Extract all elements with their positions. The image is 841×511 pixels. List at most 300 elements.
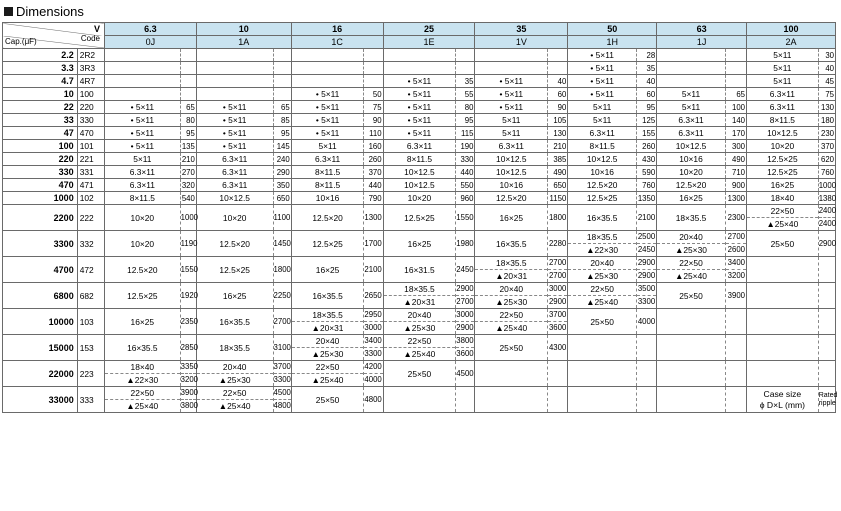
cap-code-cell: 153 <box>77 335 104 361</box>
case-size-cell: 12.5×20 <box>196 231 273 257</box>
case-size-cell: 10×12.5 <box>657 140 726 153</box>
table-row <box>3 257 836 283</box>
case-size-line: ▲25×40 <box>311 375 344 385</box>
voltage-header: 50 <box>568 23 657 36</box>
case-size-line: ▲25×40 <box>495 323 528 333</box>
cap-code-cell: 471 <box>77 179 104 192</box>
case-size-cell <box>747 335 819 361</box>
ripple-current-cell: 50 <box>364 88 383 101</box>
ripple-line: 3800 <box>456 335 474 348</box>
case-size-line: 20×40 <box>384 309 456 322</box>
cap-code-cell: 472 <box>77 257 104 283</box>
case-size-cell: • 5×11 <box>104 101 180 114</box>
ripple-current-cell: 330 <box>456 153 475 166</box>
ripple-current-cell <box>273 75 291 88</box>
ripple-line: 3350 <box>181 361 196 374</box>
ripple-current-cell <box>636 387 656 413</box>
case-size-cell: • 5×11 <box>568 62 637 75</box>
ripple-line: 2900 <box>548 297 567 306</box>
ripple-current-cell <box>725 231 746 257</box>
ripple-line: 3200 <box>727 271 746 280</box>
code-header-row <box>3 36 836 49</box>
capacitance-cell: 6800 <box>3 283 78 309</box>
capacitance-cell: 2200 <box>3 205 78 231</box>
ripple-current-cell: 100 <box>725 101 746 114</box>
legend-case-size-label: Case size <box>763 388 802 399</box>
ripple-line: 4500 <box>274 387 291 400</box>
case-size-cell: • 5×11 <box>383 114 456 127</box>
capacitance-cell: 3300 <box>3 231 78 257</box>
ripple-line: 2700 <box>548 271 567 280</box>
ripple-current-cell: 1380 <box>818 193 837 203</box>
case-size-cell <box>657 335 726 361</box>
ripple-current-cell <box>180 75 196 88</box>
ripple-current-cell <box>273 361 291 387</box>
cap-code-cell: 103 <box>77 309 104 335</box>
ripple-current-cell: 60 <box>636 88 656 101</box>
ripple-current-cell: 35 <box>636 62 656 75</box>
case-size-cell: 5×11 <box>568 114 637 127</box>
ripple-line: 3200 <box>180 375 199 384</box>
case-size-cell <box>291 309 364 335</box>
case-size-cell: 8×11.5 <box>568 140 637 153</box>
ripple-current-cell: 65 <box>273 101 291 114</box>
ripple-current-cell: 40 <box>636 75 656 88</box>
case-size-line: 20×40 <box>568 257 636 270</box>
ripple-line: 2700 <box>456 297 474 306</box>
case-size-cell: 6.3×11 <box>657 127 726 140</box>
case-size-cell: • 5×11 <box>196 140 273 153</box>
section-title-text: Dimensions <box>16 3 84 19</box>
ripple-current-cell: 900 <box>725 179 746 192</box>
ripple-current-cell <box>548 257 568 283</box>
ripple-current-cell <box>456 62 475 75</box>
ripple-line: 3000 <box>456 309 474 322</box>
ripple-current-cell: 960 <box>456 192 475 205</box>
case-size-cell <box>196 62 273 75</box>
square-bullet-icon <box>4 7 13 16</box>
ripple-line: 2700 <box>548 257 567 270</box>
case-size-cell: 10×12.5 <box>568 153 637 166</box>
case-size-line: ▲25×40 <box>403 349 436 359</box>
ripple-current-cell: 1300 <box>364 205 383 231</box>
case-size-line: 22×50 <box>384 335 456 348</box>
case-size-cell: 10×20 <box>657 166 726 179</box>
ripple-current-cell: 90 <box>364 114 383 127</box>
case-size-cell <box>196 387 273 413</box>
ripple-current-cell: 190 <box>456 140 475 153</box>
case-size-cell: 12.5×25 <box>383 205 456 231</box>
case-size-cell <box>104 387 180 413</box>
case-size-cell: 25×50 <box>475 335 548 361</box>
table-row <box>3 309 836 335</box>
case-size-cell <box>657 387 726 413</box>
ripple-current-cell: 300 <box>725 140 746 153</box>
case-size-cell: 16×25 <box>196 283 273 309</box>
ripple-current-cell: 80 <box>180 114 196 127</box>
case-size-cell: • 5×11 <box>291 88 364 101</box>
ripple-current-cell <box>725 75 746 88</box>
case-size-cell: • 5×11 <box>475 101 548 114</box>
ripple-current-cell: 30 <box>818 49 835 62</box>
ripple-current-cell: 2450 <box>456 257 475 283</box>
capacitance-cell: 33 <box>3 114 78 127</box>
ripple-line: 4800 <box>273 401 291 410</box>
voltage-code-header: 1A <box>196 36 291 49</box>
case-size-cell: 10×16 <box>657 153 726 166</box>
case-size-line: ▲25×40 <box>766 219 799 229</box>
code-label: Code <box>80 34 100 44</box>
case-size-cell: 8×11.5 <box>291 166 364 179</box>
table-row <box>3 114 836 127</box>
table-row <box>3 205 836 231</box>
case-size-cell: • 5×11 <box>383 127 456 140</box>
case-size-cell <box>475 309 548 335</box>
case-size-cell: 10×16 <box>568 166 637 179</box>
ripple-current-cell: 110 <box>364 127 383 140</box>
case-size-cell: 10×16 <box>291 192 364 205</box>
ripple-current-cell: 760 <box>818 166 835 179</box>
ripple-line: 3500 <box>637 283 656 296</box>
case-size-line: ▲22×30 <box>586 245 619 255</box>
case-size-line: 22×50 <box>657 257 725 270</box>
voltage-header: 6.3 <box>104 23 196 36</box>
ripple-current-cell: 440 <box>456 166 475 179</box>
ripple-line: 3400 <box>364 335 382 348</box>
case-size-cell: 16×25 <box>104 309 180 335</box>
cap-code-cell: 682 <box>77 283 104 309</box>
ripple-current-cell <box>818 361 835 387</box>
case-size-cell <box>291 361 364 387</box>
ripple-current-cell <box>725 361 746 387</box>
ripple-current-cell: 430 <box>636 153 656 166</box>
case-size-cell: 16×35.5 <box>568 205 637 231</box>
table-row <box>3 231 836 257</box>
case-size-cell: • 5×11 <box>291 127 364 140</box>
voltage-code-header: 1E <box>383 36 475 49</box>
ripple-current-cell: 60 <box>548 88 568 101</box>
ripple-line: 2450 <box>637 245 656 254</box>
capacitance-cell: 15000 <box>3 335 78 361</box>
table-row <box>3 88 836 101</box>
case-size-line: 18×40 <box>105 361 180 374</box>
ripple-line: 3300 <box>364 349 382 358</box>
case-size-cell: 10×12.5 <box>383 166 456 179</box>
ripple-current-cell: 385 <box>548 153 568 166</box>
case-size-cell <box>568 257 637 283</box>
ripple-current-cell: 75 <box>364 101 383 114</box>
ripple-current-cell: 95 <box>273 127 291 140</box>
ripple-current-cell: 3900 <box>725 283 746 309</box>
case-size-cell: 10×16 <box>475 179 548 192</box>
ripple-current-cell: 1700 <box>364 231 383 257</box>
ripple-current-cell: 130 <box>818 101 835 114</box>
cap-code-cell: 330 <box>77 114 104 127</box>
case-size-cell: 16×35.5 <box>104 335 180 361</box>
case-size-line: 22×50 <box>747 205 818 218</box>
capacitance-cell: 10 <box>3 88 78 101</box>
case-size-line: ▲25×30 <box>675 245 707 255</box>
ripple-current-cell: 95 <box>456 114 475 127</box>
case-size-cell: • 5×11 <box>291 114 364 127</box>
case-size-cell <box>104 75 180 88</box>
case-size-cell: 8×11.5 <box>291 179 364 192</box>
ripple-current-cell: 210 <box>181 154 195 164</box>
corner-v-label: V <box>3 23 105 36</box>
ripple-current-cell <box>456 309 475 335</box>
capacitance-cell: 4.7 <box>3 75 78 88</box>
ripple-current-cell: 760 <box>636 179 656 192</box>
case-size-cell: 5×11 <box>475 114 548 127</box>
case-size-line: ▲25×30 <box>403 323 436 333</box>
ripple-current-cell: 490 <box>548 166 568 179</box>
case-size-cell: 16×35.5 <box>196 309 273 335</box>
case-size-line: ▲25×30 <box>586 271 619 281</box>
capacitance-cell: 220 <box>3 153 78 166</box>
cap-code-cell: 102 <box>77 192 104 205</box>
ripple-current-cell: 2350 <box>180 309 196 335</box>
case-size-cell: 10×20 <box>196 205 273 231</box>
case-size-cell <box>747 257 819 283</box>
case-size-cell: 10×12.5 <box>196 192 273 205</box>
ripple-current-cell: 4800 <box>364 387 383 413</box>
ripple-current-cell <box>364 335 383 361</box>
ripple-line: 3900 <box>181 387 196 400</box>
case-size-cell: 6.3×11 <box>104 166 180 179</box>
cap-code-cell: 4R7 <box>77 75 104 88</box>
case-size-cell: • 5×11 <box>383 88 456 101</box>
ripple-current-cell <box>364 309 383 335</box>
case-size-line: ▲20×31 <box>495 271 528 281</box>
ripple-line: 2600 <box>727 245 746 254</box>
ripple-current-cell: 1800 <box>548 205 568 231</box>
case-size-cell <box>657 361 726 387</box>
ripple-current-cell: 620 <box>818 153 835 166</box>
ripple-current-cell: 2300 <box>725 205 746 231</box>
case-size-cell: 6.3×11 <box>568 127 637 140</box>
ripple-line: 2900 <box>456 323 474 332</box>
ripple-current-cell <box>364 361 383 387</box>
case-size-cell: 18×35.5 <box>657 205 726 231</box>
ripple-current-cell <box>548 283 568 309</box>
case-size-cell <box>568 387 637 413</box>
case-size-cell <box>657 257 726 283</box>
case-size-cell <box>568 283 637 309</box>
case-size-cell: 6.3×11 <box>475 140 548 153</box>
voltage-code-header: 2A <box>747 36 836 49</box>
ripple-line: 2700 <box>726 231 746 244</box>
case-size-line: 22×50 <box>105 387 180 400</box>
case-size-cell <box>657 49 726 62</box>
ripple-current-cell: 105 <box>548 114 568 127</box>
case-size-cell <box>568 361 637 387</box>
ripple-line: 2900 <box>456 283 474 296</box>
ripple-line: 3700 <box>274 361 291 374</box>
voltage-code-header: 0J <box>104 36 196 49</box>
ripple-current-cell: 550 <box>456 179 475 192</box>
ripple-line: 3700 <box>548 309 567 322</box>
ripple-current-cell: 290 <box>273 166 291 179</box>
case-size-cell: 5×11 <box>568 101 637 114</box>
voltage-header: 25 <box>383 23 475 36</box>
case-size-cell: 16×25 <box>383 231 456 257</box>
ripple-current-cell: 2100 <box>636 205 656 231</box>
ripple-line: 4000 <box>364 375 382 384</box>
case-size-cell: 16×25 <box>657 192 726 205</box>
case-size-cell <box>196 361 273 387</box>
ripple-current-cell: 115 <box>456 127 475 140</box>
ripple-current-cell: 1450 <box>273 231 291 257</box>
ripple-line: 2900 <box>637 257 656 270</box>
capacitance-cell: 3.3 <box>3 62 78 75</box>
cap-code-cell: 470 <box>77 127 104 140</box>
case-size-cell <box>747 283 819 309</box>
ripple-current-cell <box>273 88 291 101</box>
capacitance-cell: 22000 <box>3 361 78 387</box>
case-size-cell: • 5×11 <box>196 114 273 127</box>
ripple-current-cell: 270 <box>181 167 195 177</box>
case-size-cell: 5×11 <box>747 62 819 75</box>
ripple-current-cell: 240 <box>273 153 291 166</box>
voltage-header: 16 <box>291 23 383 36</box>
ripple-current-cell <box>818 257 835 283</box>
cap-code-cell: 2R2 <box>77 49 104 62</box>
voltage-code-header: 1C <box>291 36 383 49</box>
ripple-current-cell: 40 <box>818 62 835 75</box>
ripple-current-cell <box>818 309 835 335</box>
cap-code-cell: 331 <box>77 166 104 179</box>
case-size-cell <box>104 62 180 75</box>
table-row <box>3 166 836 179</box>
case-size-cell: 25×50 <box>383 361 456 387</box>
case-size-cell: 5×11 <box>747 75 819 88</box>
ripple-current-cell: 1300 <box>725 192 746 205</box>
table-row <box>3 361 836 387</box>
ripple-current-cell <box>548 309 568 335</box>
case-size-cell: • 5×11 <box>568 75 637 88</box>
table-row <box>3 192 836 205</box>
ripple-current-cell: 710 <box>725 166 746 179</box>
case-size-cell <box>291 62 364 75</box>
case-size-cell <box>291 49 364 62</box>
case-size-line: 22×50 <box>197 387 273 400</box>
ripple-current-cell: 28 <box>636 49 656 62</box>
capacitance-cell: 2.2 <box>3 49 78 62</box>
ripple-current-cell <box>456 49 475 62</box>
ripple-current-cell: 1100 <box>273 205 291 231</box>
case-size-cell <box>104 88 180 101</box>
case-size-cell: 8×11.5 <box>104 192 180 205</box>
ripple-current-cell <box>818 205 835 231</box>
case-size-cell: 12.5×25 <box>747 153 819 166</box>
ripple-line: 2500 <box>637 231 656 244</box>
ripple-current-cell: 1980 <box>456 231 475 257</box>
ripple-current-cell: 2700 <box>273 309 291 335</box>
case-size-line: 20×40 <box>292 335 364 348</box>
case-size-cell: • 5×11 <box>568 88 637 101</box>
capacitance-cell: 47 <box>3 127 78 140</box>
case-size-line: 20×40 <box>657 231 725 244</box>
table-row <box>3 62 836 75</box>
case-size-line: 18×35.5 <box>384 283 456 296</box>
case-size-cell: 5×11 <box>657 101 726 114</box>
capacitance-cell: 1000 <box>3 192 78 205</box>
table-row <box>3 153 836 166</box>
case-size-line: ▲25×30 <box>218 375 251 385</box>
ripple-line: 2400 <box>819 205 835 218</box>
table-row <box>3 75 836 88</box>
ripple-current-cell: 90 <box>548 101 568 114</box>
ripple-current-cell: 65 <box>725 88 746 101</box>
capacitance-cell: 4700 <box>3 257 78 283</box>
case-size-cell: 6.3×11 <box>657 114 726 127</box>
ripple-current-cell: 130 <box>548 127 568 140</box>
ripple-current-cell: 230 <box>818 127 835 140</box>
case-size-cell: 12.5×20 <box>568 179 637 192</box>
table-row <box>3 127 836 140</box>
voltage-header: 35 <box>475 23 568 36</box>
case-size-cell: 10×20 <box>104 231 180 257</box>
case-size-cell: • 5×11 <box>383 101 456 114</box>
case-size-cell: 6.3×11 <box>196 153 273 166</box>
case-size-cell <box>196 88 273 101</box>
ripple-current-cell: 1000 <box>818 180 837 190</box>
ripple-current-cell: 145 <box>273 140 291 153</box>
cap-code-cell: 101 <box>77 140 104 153</box>
case-size-cell: 6.3×11 <box>747 101 819 114</box>
case-size-line: ▲25×30 <box>311 349 344 359</box>
ripple-current-cell <box>636 283 656 309</box>
cap-code-cell: 3R3 <box>77 62 104 75</box>
ripple-current-cell: 55 <box>456 88 475 101</box>
ripple-current-cell: 650 <box>273 192 291 205</box>
case-size-line: 18×35.5 <box>292 309 364 322</box>
case-size-cell: 12.5×25 <box>747 166 819 179</box>
ripple-current-cell <box>548 49 568 62</box>
voltage-header-row <box>3 23 836 36</box>
ripple-current-cell <box>273 387 291 413</box>
ripple-current-cell <box>636 257 656 283</box>
legend-rated-label: Rated <box>818 391 838 399</box>
case-size-cell <box>657 62 726 75</box>
ripple-current-cell: 1920 <box>180 283 196 309</box>
ripple-line: 3600 <box>548 323 567 332</box>
ripple-current-cell: 40 <box>548 75 568 88</box>
case-size-cell: 10×20 <box>747 140 819 153</box>
case-size-cell <box>475 283 548 309</box>
case-size-line: ▲20×31 <box>311 323 344 333</box>
legend-case-size <box>747 387 819 413</box>
ripple-current-cell: 180 <box>818 114 835 127</box>
ripple-current-cell: 1150 <box>549 193 567 203</box>
case-size-cell: 8×11.5 <box>383 153 456 166</box>
case-size-cell <box>383 387 456 413</box>
ripple-current-cell: 4500 <box>456 361 475 387</box>
case-size-cell: 10×12.5 <box>475 153 548 166</box>
case-size-cell: 16×35.5 <box>291 283 364 309</box>
case-size-cell <box>383 283 456 309</box>
case-size-cell: 12.5×25 <box>568 192 637 205</box>
ripple-current-cell <box>548 387 568 413</box>
ripple-line: 3800 <box>180 401 199 410</box>
ripple-current-cell: 260 <box>364 153 383 166</box>
ripple-current-cell: 2900 <box>818 231 835 257</box>
ripple-current-cell: 85 <box>273 114 291 127</box>
ripple-current-cell <box>273 49 291 62</box>
case-size-cell <box>475 49 548 62</box>
ripple-current-cell <box>725 49 746 62</box>
ripple-line: 3400 <box>726 257 746 270</box>
